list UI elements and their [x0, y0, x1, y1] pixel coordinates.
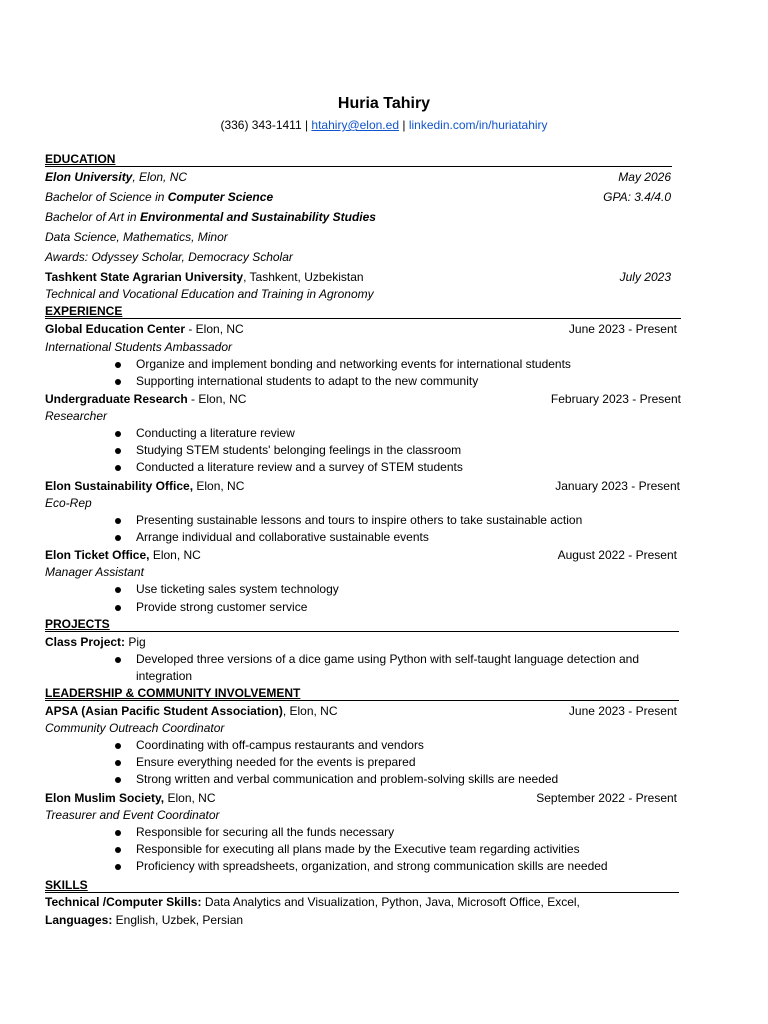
org-name: Elon Muslim Society, — [45, 791, 165, 805]
tashkent-date: July 2023 — [619, 270, 671, 284]
leadership-item-muslim-society — [45, 789, 216, 807]
bullet-icon — [115, 587, 121, 593]
bullet-icon — [115, 535, 121, 541]
experience-divider — [45, 318, 681, 319]
bullet-icon — [115, 431, 121, 437]
bullet-icon — [115, 362, 121, 368]
school-name: Elon University — [45, 170, 133, 184]
experience-heading: EXPERIENCE — [45, 304, 123, 318]
tashkent-university-line — [45, 268, 364, 286]
education-divider — [45, 166, 672, 167]
email-link[interactable]: htahiry@elon.ed — [311, 118, 399, 132]
bullet-text: Ensure everything needed for the events is prepared — [136, 755, 416, 769]
leadership-date: June 2023 - Present — [568, 704, 677, 718]
org-location: , Elon, NC — [282, 704, 338, 718]
experience-date: February 2023 - Present — [550, 392, 681, 406]
phone-number: (336) 343-1411 | — [220, 118, 309, 132]
org-location: Elon, NC — [164, 791, 216, 805]
project-name: Pig — [125, 635, 146, 649]
education-heading: EDUCATION — [45, 152, 116, 166]
bullet-text: Use ticketing sales system technology — [136, 582, 339, 596]
experience-role: Eco-Rep — [45, 496, 92, 510]
leadership-date: September 2022 - Present — [536, 791, 677, 805]
bullet-text: Conducted a literature review and a survey of STEM students — [136, 460, 463, 474]
contact-line — [0, 118, 768, 132]
skills-label: Technical /Computer Skills: — [45, 895, 202, 909]
skills-heading: SKILLS — [45, 878, 88, 892]
bullet-icon — [115, 830, 121, 836]
school-name: Tashkent State Agrarian University — [45, 270, 244, 284]
projects-heading: PROJECTS — [45, 617, 110, 631]
degree-major: Environmental and Sustainability Studies — [139, 210, 376, 224]
bullet-icon — [115, 657, 121, 663]
class-project-line — [45, 633, 146, 651]
bullet-icon — [115, 605, 121, 611]
bullet-icon — [115, 465, 121, 471]
bullet-icon — [115, 847, 121, 853]
leadership-divider — [45, 700, 679, 701]
bullet-icon — [115, 760, 121, 766]
elon-university-line — [45, 168, 187, 186]
bullet-text: Presenting sustainable lessons and tours to inspire others to take sustainable action — [136, 513, 583, 527]
org-location: Elon, NC — [193, 479, 245, 493]
bullet-text: Responsible for securing all the funds necessary — [136, 825, 395, 839]
degree-prefix: Bachelor of Science in — [45, 190, 168, 204]
bullet-text: Provide strong customer service — [136, 600, 308, 614]
bachelor-science-line — [45, 188, 273, 206]
bullet-text: Conducting a literature review — [136, 426, 295, 440]
bullet-text: Arrange individual and collaborative sustainable events — [136, 530, 429, 544]
bullet-icon — [115, 777, 121, 783]
bullet-text: Studying STEM students' belonging feelings in the classroom — [136, 443, 462, 457]
languages-label: Languages: — [45, 913, 113, 927]
bachelor-art-line — [45, 208, 376, 226]
org-name: APSA (Asian Pacific Student Association) — [45, 704, 283, 718]
experience-item-global-education — [45, 320, 244, 338]
org-location: - Elon, NC — [185, 322, 244, 336]
elon-graduation-date: May 2026 — [618, 170, 671, 184]
linkedin-link[interactable]: linkedin.com/in/huriatahiry — [408, 118, 548, 132]
bullet-text: Proficiency with spreadsheets, organization, and strong communication skills are needed — [136, 859, 608, 873]
bullet-icon — [115, 743, 121, 749]
experience-role: Researcher — [45, 409, 108, 423]
experience-item-ticket-office — [45, 546, 201, 564]
projects-divider — [45, 631, 679, 632]
bullet-text: Organize and implement bonding and networking events for international students — [136, 357, 571, 371]
skills-value: Data Analytics and Visualization, Python, Java, Microsoft Office, Excel, — [201, 895, 580, 909]
bullet-text: Supporting international students to adapt to the new community — [136, 374, 479, 388]
experience-role: International Students Ambassador — [45, 340, 233, 354]
gpa: GPA: 3.4/4.0 — [603, 190, 671, 204]
bullet-icon — [115, 448, 121, 454]
minors-line: Data Science, Mathematics, Minor — [45, 230, 228, 244]
org-name: Elon Ticket Office, — [45, 548, 150, 562]
bullet-icon — [115, 379, 121, 385]
tashkent-program: Technical and Vocational Education and Training in Agronomy — [45, 287, 374, 301]
experience-role: Manager Assistant — [45, 565, 144, 579]
bullet-text: Responsible for executing all plans made by the Executive team regarding activities — [136, 842, 580, 856]
org-location: Elon, NC — [149, 548, 201, 562]
degree-prefix: Bachelor of Art in — [45, 210, 140, 224]
project-label: Class Project: — [45, 635, 126, 649]
experience-date: June 2023 - Present — [568, 322, 677, 336]
degree-major: Computer Science — [167, 190, 274, 204]
school-location: , Tashkent, Uzbekistan — [243, 270, 364, 284]
bullet-text: Developed three versions of a dice game using Python with self-taught language detection and integration — [136, 652, 639, 683]
experience-date: August 2022 - Present — [557, 548, 677, 562]
awards-line: Awards: Odyssey Scholar, Democracy Scholar — [45, 250, 293, 264]
org-location: - Elon, NC — [187, 392, 247, 406]
experience-date: January 2023 - Present — [555, 479, 680, 493]
contact-separator: | — [402, 118, 406, 132]
languages-line — [45, 911, 243, 929]
experience-item-undergraduate-research — [45, 390, 246, 408]
org-name: Undergraduate Research — [45, 392, 188, 406]
leadership-heading: LEADERSHIP & COMMUNITY INVOLVEMENT — [45, 686, 301, 700]
candidate-name: Huria Tahiry — [337, 95, 431, 112]
leadership-item-apsa — [45, 702, 338, 720]
org-name: Global Education Center — [45, 322, 186, 336]
org-name: Elon Sustainability Office, — [45, 479, 194, 493]
bullet-icon — [115, 518, 121, 524]
bullet-text: Strong written and verbal communication and problem-solving skills are needed — [136, 772, 559, 786]
technical-skills-line — [45, 893, 580, 911]
languages-value: English, Uzbek, Persian — [112, 913, 244, 927]
bullet-icon — [115, 864, 121, 870]
school-location: , Elon, NC — [132, 170, 188, 184]
bullet-text: Coordinating with off-campus restaurants and vendors — [136, 738, 424, 752]
leadership-role: Treasurer and Event Coordinator — [45, 808, 220, 822]
leadership-role: Community Outreach Coordinator — [45, 721, 225, 735]
experience-item-sustainability-office — [45, 477, 244, 495]
